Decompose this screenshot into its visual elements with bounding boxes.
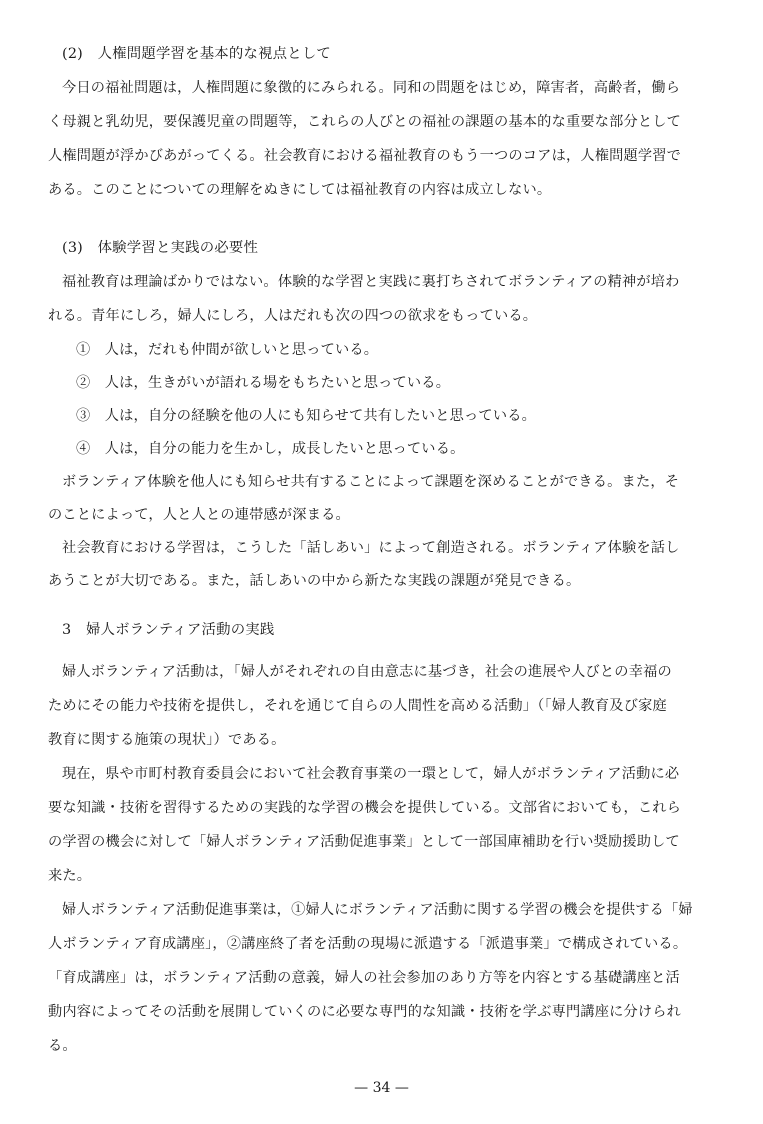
part-3-heading: 3 婦人ボランティア活動の実践 <box>62 622 275 638</box>
desire-list-item: ① 人は，だれも仲間が欲しいと思っている。 <box>76 342 379 358</box>
part-3-paragraph-line: ためにその能力や技術を提供し，それを通じて自らの人間性を高める活動」（「婦人教育及び家庭 <box>48 698 667 714</box>
desire-list-item: ③ 人は，自分の経験を他の人にも知らせて共有したいと思っている。 <box>76 408 536 424</box>
section-3-paragraph-line: ボランティア体験を他人にも知らせ共有することによって課題を深めることができる。また，そ <box>62 474 680 490</box>
section-3-heading: (3) 体験学習と実践の必要性 <box>62 240 259 256</box>
part-3-paragraph-line: 人ボランティア育成講座」，②講座終了者を活動の現場に派遣する「派遣事業」で構成されている。 <box>48 936 688 952</box>
section-2-paragraph-line: ある。このことについての理解をぬきにしては福祉教育の内容は成立しない。 <box>48 182 552 198</box>
part-3-paragraph-line: 教育に関する施策の現状」）である。 <box>48 732 286 748</box>
desire-list-item: ② 人は，生きがいが語れる場をもちたいと思っている。 <box>76 375 451 391</box>
section-2-paragraph-line: く母親と乳幼児，要保護児童の問題等，これらの人びとの福祉の課題の基本的な重要な部分として <box>48 114 682 130</box>
section-2-heading: (2) 人権問題学習を基本的な視点として <box>62 46 332 62</box>
part-3-paragraph-line: 来た。 <box>48 868 92 884</box>
part-3-paragraph-line: の学習の機会に対して「婦人ボランティア活動促進事業」として一部国庫補助を行い奨励援助して <box>48 834 680 850</box>
section-3-paragraph-line: あうことが大切である。また，話しあいの中から新たな実践の課題が発見できる。 <box>48 573 581 589</box>
section-3-paragraph-line: のことによって，人と人との連帯感が深まる。 <box>48 507 350 523</box>
page-number: — 34 — <box>354 1080 409 1096</box>
section-3-paragraph-line: 社会教育における学習は，こうした「話しあい」によって創造される。ボランティア体験を話し <box>62 540 680 556</box>
section-3-paragraph-line: 福祉教育は理論ばかりではない。体験的な学習と実践に裏打ちされてボランティアの精神が培わ <box>62 274 680 290</box>
part-3-paragraph-line: る。 <box>48 1038 77 1054</box>
part-3-paragraph-line: 婦人ボランティア活動促進事業は，①婦人にボランティア活動に関する学習の機会を提供する「婦 <box>62 902 693 918</box>
part-3-paragraph-line: 婦人ボランティア活動は，「婦人がそれぞれの自由意志に基づき，社会の進展や人びとの幸福の <box>62 664 672 680</box>
part-3-paragraph-line: 要な知識・技術を習得するための実践的な学習の機会を提供している。文部省においても，これら <box>48 800 682 816</box>
desire-list-item: ④ 人は，自分の能力を生かし，成長したいと思っている。 <box>76 441 465 457</box>
part-3-paragraph-line: 動内容によってその活動を展開していくのに必要な専門的な知識・技術を学ぶ専門講座に分けられ <box>48 1004 682 1020</box>
part-3-paragraph-line: 「育成講座」は，ボランティア活動の意義，婦人の社会参加のあり方等を内容とする基礎講座と活 <box>48 970 680 986</box>
part-3-paragraph-line: 現在，県や市町村教育委員会において社会教育事業の一環として，婦人がボランティア活動に必 <box>62 766 680 782</box>
section-2-paragraph-line: 人権問題が浮かびあがってくる。社会教育における福祉教育のもう一つのコアは，人権問題学習で <box>48 148 682 164</box>
section-2-paragraph-line: 今日の福祉問題は，人権問題に象徴的にみられる。同和の問題をはじめ，障害者，高齢者，働ら <box>62 80 681 96</box>
section-3-paragraph-line: れる。青年にしろ，婦人にしろ，人はだれも次の四つの欲求をもっている。 <box>48 308 538 324</box>
